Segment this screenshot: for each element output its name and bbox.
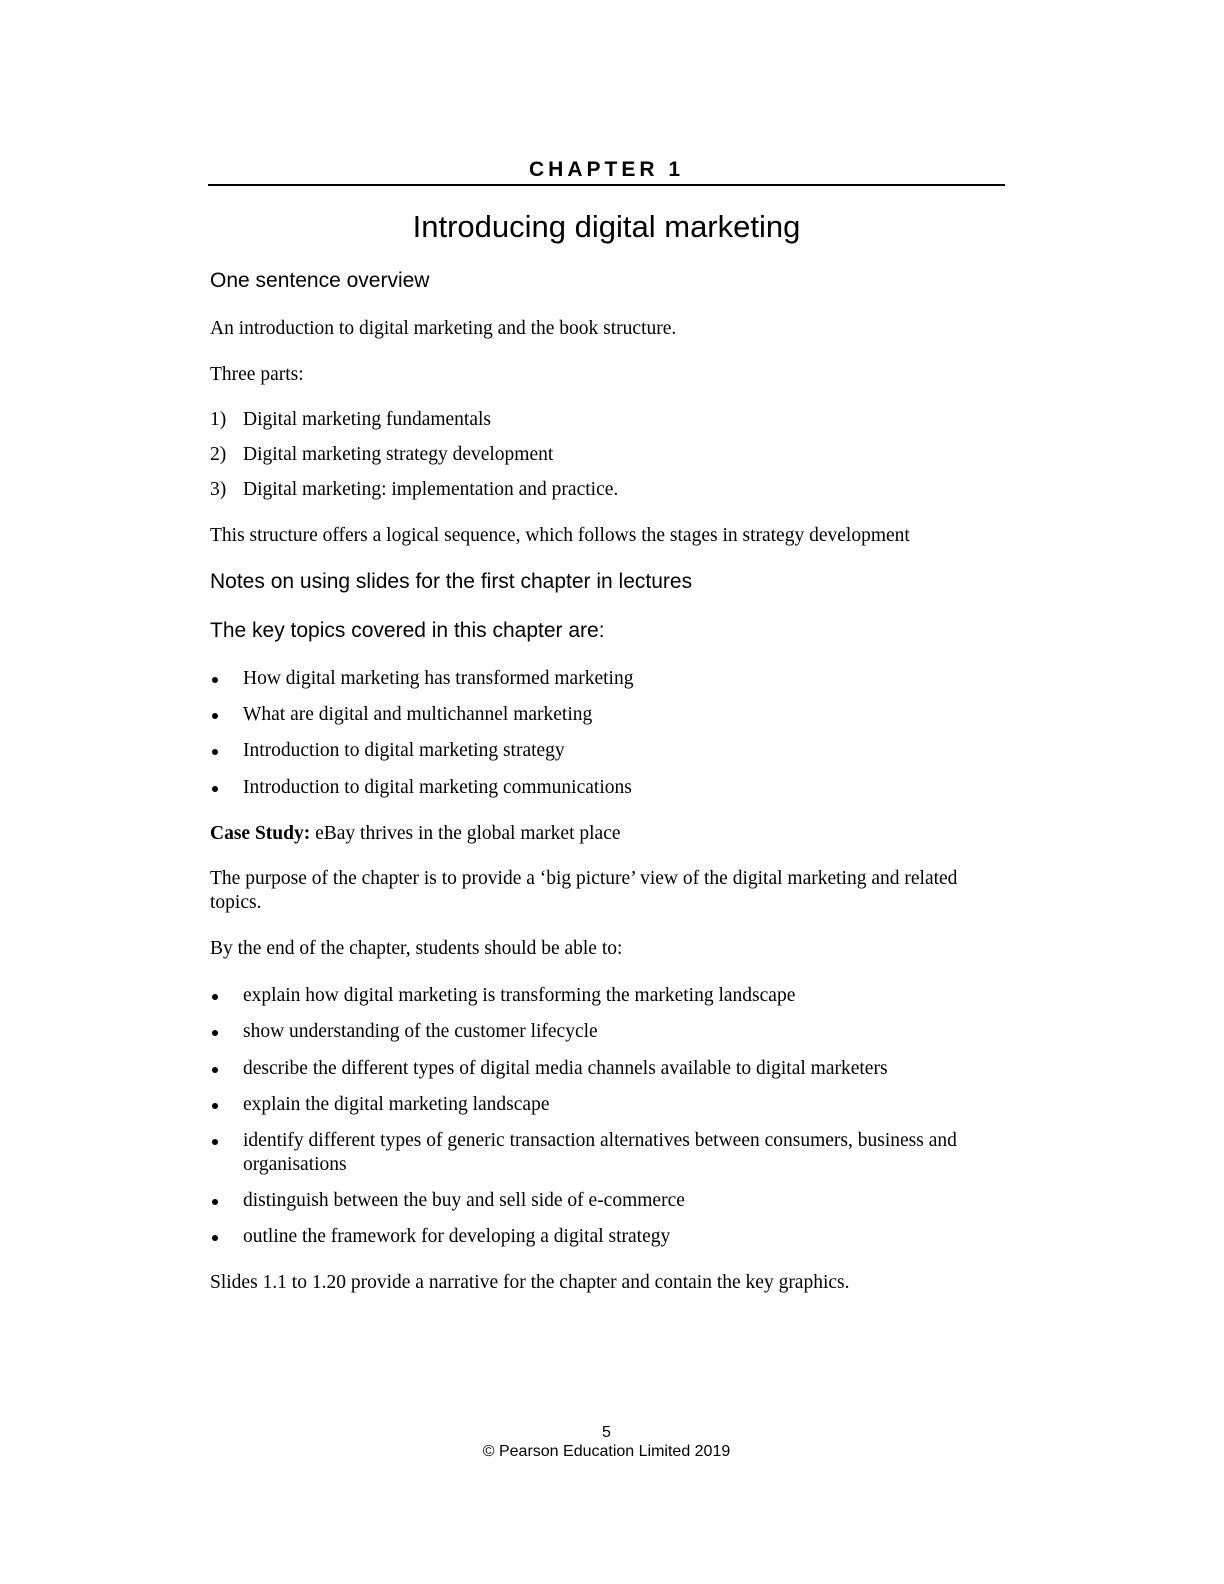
list-item-text: Digital marketing: implementation and practice.: [243, 479, 619, 500]
page-number: 5: [602, 1424, 611, 1441]
case-study-text: eBay thrives in the global market place: [310, 823, 621, 844]
bullet-icon: [212, 994, 218, 1000]
overview-heading: One sentence overview: [210, 269, 430, 292]
bullet-icon: [212, 1030, 218, 1036]
bullet-icon: [212, 713, 218, 719]
bullet-icon: [212, 1199, 218, 1205]
key-topics-heading: The key topics covered in this chapter are:: [210, 619, 605, 642]
chapter-divider: [208, 184, 1005, 186]
list-item-text: identify different types of generic transaction alternatives between consumers, business and organisations: [243, 1130, 957, 1175]
list-item-text: show understanding of the customer lifecycle: [243, 1021, 598, 1042]
list-item-text: Introduction to digital marketing communications: [243, 777, 632, 798]
case-study: [210, 822, 1010, 846]
slides-note: Slides 1.1 to 1.20 provide a narrative for the chapter and contain the key graphics.: [210, 1272, 850, 1293]
list-number: 3): [210, 479, 227, 500]
list-item-text: How digital marketing has transformed marketing: [243, 668, 634, 689]
purpose-paragraph: The purpose of the chapter is to provide a ‘big picture’ view of the digital marketing and related topics.: [210, 868, 958, 913]
chapter-label: CHAPTER 1: [528, 158, 685, 181]
objectives-lead: By the end of the chapter, students should be able to:: [210, 938, 623, 959]
chapter-title: Introducing digital marketing: [412, 209, 801, 244]
list-item-text: outline the framework for developing a digital strategy: [243, 1226, 671, 1247]
parts-lead: Three parts:: [210, 364, 304, 385]
notes-heading: Notes on using slides for the first chapter in lectures: [210, 570, 693, 593]
list-item-text: Introduction to digital marketing strategy: [243, 740, 565, 761]
list-number: 2): [210, 444, 227, 465]
copyright-notice: © Pearson Education Limited 2019: [482, 1443, 731, 1460]
case-study-label: Case Study:: [210, 823, 311, 844]
list-item-text: Digital marketing strategy development: [243, 444, 554, 465]
bullet-icon: [212, 1103, 218, 1109]
bullet-icon: [212, 1235, 218, 1241]
overview-intro: An introduction to digital marketing and the book structure.: [210, 318, 677, 339]
list-item-text: describe the different types of digital media channels available to digital marketers: [243, 1058, 888, 1079]
bullet-icon: [212, 1139, 218, 1145]
list-item-text: explain the digital marketing landscape: [243, 1094, 550, 1115]
list-item-text: What are digital and multichannel marketing: [243, 704, 593, 725]
list-number: 1): [210, 409, 227, 430]
bullet-icon: [212, 677, 218, 683]
list-item-text: Digital marketing fundamentals: [243, 409, 492, 430]
bullet-icon: [212, 749, 218, 755]
structure-note: This structure offers a logical sequence, which follows the stages in strategy development: [210, 525, 910, 546]
list-item-text: explain how digital marketing is transforming the marketing landscape: [243, 985, 796, 1006]
bullet-icon: [212, 786, 218, 792]
bullet-icon: [212, 1067, 218, 1073]
list-item-text: distinguish between the buy and sell side of e-commerce: [243, 1190, 685, 1211]
